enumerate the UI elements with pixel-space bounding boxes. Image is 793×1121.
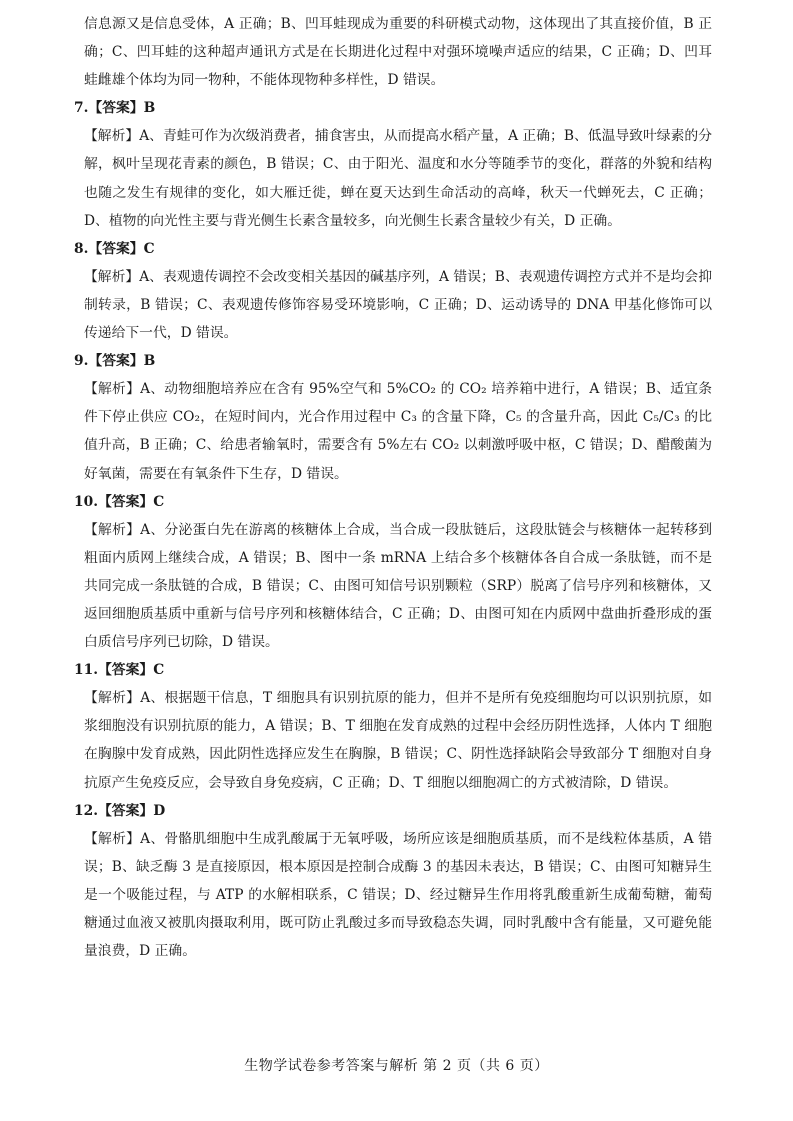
- answer-value: C: [153, 662, 165, 679]
- answer-line: [74, 797, 712, 825]
- answer-line: [74, 347, 712, 375]
- analysis-paragraph: 【解析】A、动物细胞培养应在含有 95%空气和 5%CO₂ 的 CO₂ 培养箱中进行，A 错误；B、适宜条件下停止供应 CO₂，在短时间内，光合作用过程中 C₃ 的含量下降，C₅ 的含量升高，因此 C₅/C₃ 的比值升高，B 正确；C、给患者输氧时，需要含有 5%左右 CO₂ 以刺激呼吸中枢，C 错误；D、醋酸菌为好氧菌，需要在有氧条件下生存，D 错误。: [84, 381, 712, 482]
- answer-label: 【答案】: [88, 100, 144, 117]
- answer-line: [74, 488, 712, 516]
- question-number: 10.: [74, 493, 99, 510]
- question-number: 12.: [74, 802, 99, 819]
- analysis-paragraph: 【解析】A、分泌蛋白先在游离的核糖体上合成，当合成一段肽链后，这段肽链会与核糖体一起转移到粗面内质网上继续合成，A 错误；B、图中一条 mRNA 上结合多个核糖体各自合成一条肽链，而不是共同完成一条肽链的合成，B 错误；C、由图可知信号识别颗粒（SRP）脱离了信号序列和核糖体，又返回细胞质基质中重新与信号序列和核糖体结合，C 正确；D、由图可知在内质网中盘曲折叠形成的蛋白质信号序列已切除，D 错误。: [84, 521, 712, 651]
- answer-value: B: [143, 100, 156, 117]
- answer-item-9: [74, 347, 712, 487]
- answer-label: 【答案】: [98, 493, 154, 510]
- question-number: 11.: [74, 662, 99, 679]
- answer-label: 【答案】: [88, 240, 144, 257]
- intro-paragraph: 信息源又是信息受体，A 正确；B、凹耳蛙现成为重要的科研模式动物，这体现出了其直接价值，B 正确；C、凹耳蛙的这种超声通讯方式是在长期进化过程中对强环境噪声适应的结果，C 正确；D、凹耳蛙雌雄个体均为同一物种，不能体现物种多样性，D 错误。: [84, 16, 712, 89]
- answer-item-8: [74, 235, 712, 347]
- question-number: 7.: [74, 100, 89, 117]
- question-number: 9.: [74, 353, 89, 370]
- answer-label: 【答案】: [98, 802, 154, 819]
- answer-item-7: [74, 94, 712, 234]
- answer-value: C: [143, 240, 155, 257]
- answer-item-11: [74, 656, 712, 796]
- analysis-paragraph: 【解析】A、根据题干信息，T 细胞具有识别抗原的能力，但并不是所有免疫细胞均可以识别抗原，如浆细胞没有识别抗原的能力，A 错误；B、T 细胞在发育成熟的过程中会经历阴性选择，人体内 T 细胞在胸腺中发育成熟，因此阴性选择应发生在胸腺，B 错误；C、阴性选择缺陷会导致部分 T 细胞对自身抗原产生免疫反应，会导致自身免疫病，C 正确；D、T 细胞以细胞凋亡的方式被清除，D 错误。: [84, 690, 712, 791]
- answer-line: [74, 235, 712, 263]
- analysis-paragraph: 【解析】A、青蛙可作为次级消费者，捕食害虫，从而提高水稻产量，A 正确；B、低温导致叶绿素的分解，枫叶呈现花青素的颜色，B 错误；C、由于阳光、温度和水分等随季节的变化，群落的外貌和结构也随之发生有规律的变化，如大雁迁徙，蝉在夏天达到生命活动的高峰，秋天一代蝉死去，C 正确；D、植物的向光性主要与背光侧生长素含量较多，向光侧生长素含量较少有关，D 正确。: [84, 128, 712, 229]
- question-number: 8.: [74, 240, 89, 257]
- answer-value: C: [153, 493, 165, 510]
- page-footer: 生物学试卷参考答案与解析 第 2 页（共 6 页）: [244, 1058, 549, 1074]
- answer-label: 【答案】: [98, 662, 154, 679]
- answer-line: [74, 94, 712, 122]
- analysis-paragraph: 【解析】A、骨骼肌细胞中生成乳酸属于无氧呼吸，场所应该是细胞质基质，而不是线粒体基质，A 错误；B、缺乏酶 3 是直接原因，根本原因是控制合成酶 3 的基因未表达，B 错误；C、由图可知糖异生是一个吸能过程，与 ATP 的水解相联系，C 错误；D、经过糖异生作用将乳酸重新生成葡萄糖，葡萄糖通过血液又被肌肉摄取利用，既可防止乳酸过多而导致稳态失调，同时乳酸中含有能量，又可避免能量浪费，D 正确。: [84, 830, 712, 960]
- analysis-paragraph: 【解析】A、表观遗传调控不会改变相关基因的碱基序列，A 错误；B、表观遗传调控方式并不是均会抑制转录，B 错误；C、表观遗传修饰容易受环境影响，C 正确；D、运动诱导的 DNA 甲基化修饰可以传递给下一代，D 错误。: [84, 268, 712, 342]
- answer-value: D: [153, 802, 166, 819]
- answer-item-10: [74, 488, 712, 657]
- answer-item-12: [74, 797, 712, 966]
- answer-label: 【答案】: [88, 353, 144, 370]
- answer-value: B: [143, 353, 156, 370]
- document-body: [74, 10, 712, 965]
- answer-line: [74, 656, 712, 684]
